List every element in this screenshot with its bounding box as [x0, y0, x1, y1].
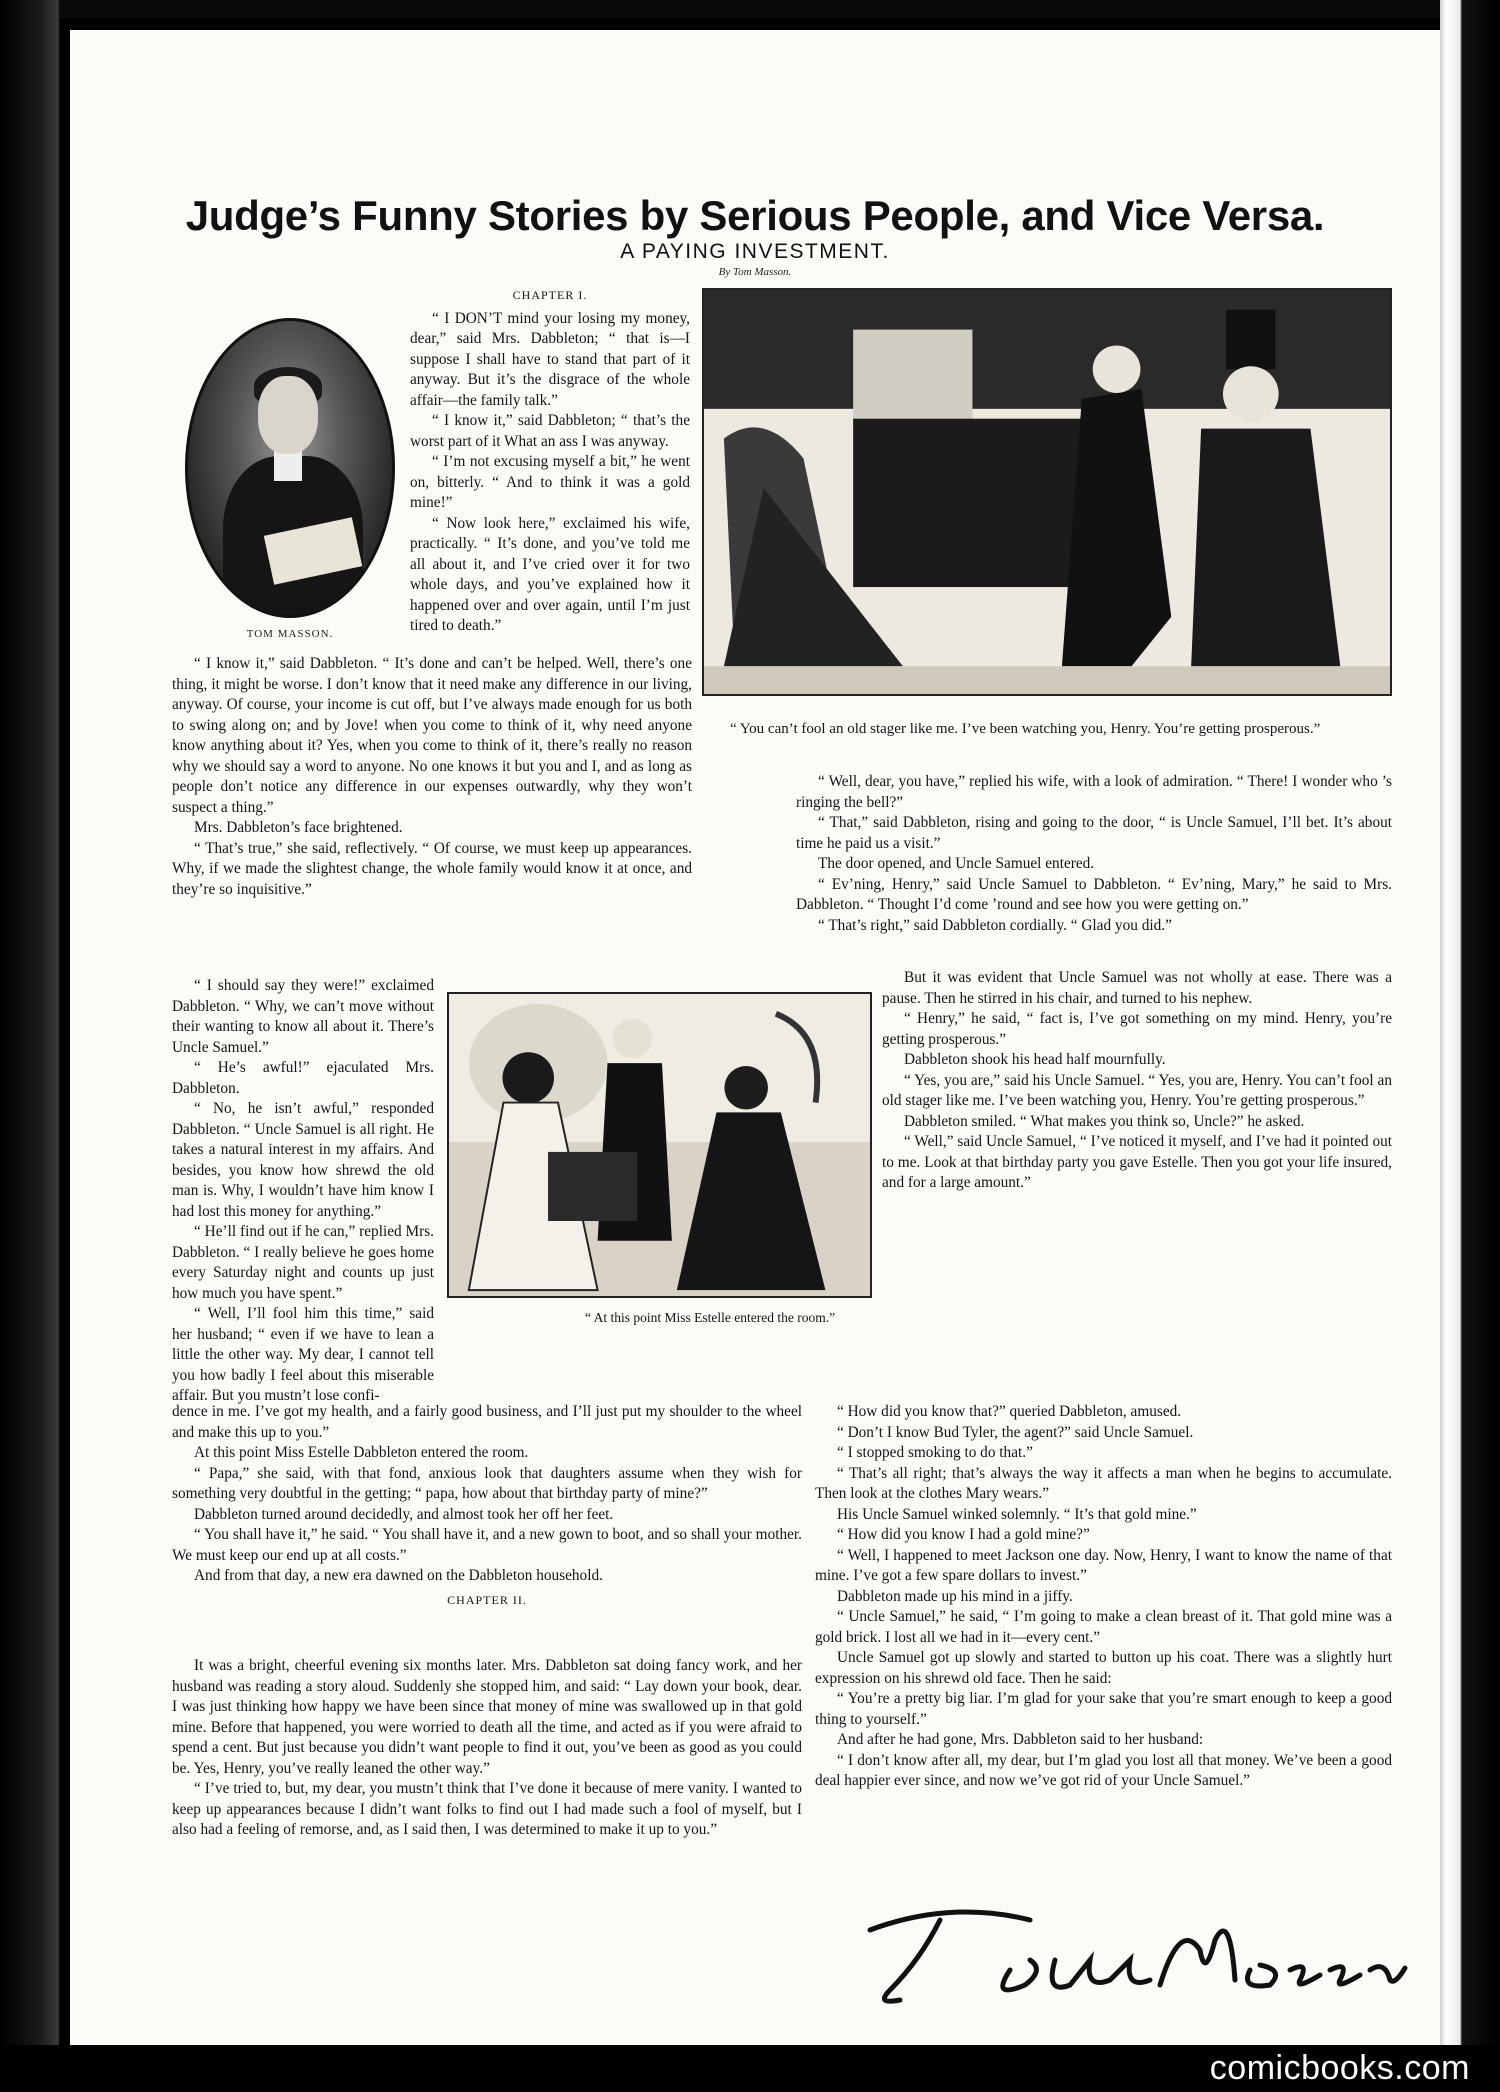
illustration-uncle-samuel: [702, 288, 1392, 696]
paragraph: “ He’s awful!” ejaculated Mrs. Dabbleton.: [172, 1059, 434, 1097]
paragraph: “ I know it,” said Dabbleton; “ that’s the worst part of it What an ass I was anyway.: [410, 412, 690, 450]
chapter-heading-1: CHAPTER I.: [512, 288, 588, 302]
paragraph: “ Papa,” she said, with that fond, anxious look that daughters assume when they wish for something very doubtful in the getting; “ papa, how about that birthday party of mine?”: [172, 1464, 802, 1502]
paragraph: “ You shall have it,” he said. “ You shall have it, and a new gown to boot, and so shall your mother. We must keep our end up at all costs.”: [172, 1526, 802, 1564]
paragraph: It was a bright, cheerful evening six months later. Mrs. Dabbleton sat doing fancy work, and her husband was reading a story aloud. Suddenly she stopped him, and said: “ Lay down your book, dear. I was just thinking how happy we have been since that money of mine was swallowed up in that gold mine. Before that happened, you were worried to death all the time, and acted as if you were afraid to spend a cent. But just because you didn’t want people to find it out, you’ve been as good as you could be. Yes, Henry, you’ve really leaned the other way.”: [172, 1657, 802, 1777]
magazine-page: [70, 30, 1440, 2045]
text-column-g: [882, 968, 1392, 1194]
paragraph: But it was evident that Uncle Samuel was not wholly at ease. There was a pause. Then he stirred in his chair, and turned to his nephew.: [882, 969, 1392, 1007]
adjacent-page-edge: [1440, 0, 1500, 2092]
paragraph: “ He’ll find out if he can,” replied Mrs. Dabbleton. “ I really believe he goes home every Saturday night and counts up just how much you have spent.”: [172, 1223, 434, 1302]
illustration-drawing: [449, 994, 870, 1296]
paragraph: “ How did you know that?” queried Dabbleton, amused.: [837, 1403, 1182, 1420]
watermark: comicbooks.com: [1209, 2049, 1470, 2087]
paragraph: “ I’m not excusing myself a bit,” he went on, bitterly. “ And to think it was a gold mine!”: [410, 453, 690, 511]
paragraph: “ That’s all right; that’s always the way it affects a man when he begins to accumulate. Then look at the clothes Mary wears.”: [815, 1464, 1392, 1502]
author-signature: [830, 1890, 1410, 2010]
byline: By Tom Masson.: [718, 266, 792, 278]
paragraph: Dabbleton made up his mind in a jiffy.: [837, 1587, 1073, 1605]
paragraph: “ I should say they were!” exclaimed Dabbleton. “ Why, we can’t move without their wanting to know all about it. There’s Uncle Samuel.”: [172, 977, 434, 1056]
paragraph: “ I know it,” said Dabbleton. “ It’s done and can’t be helped. Well, there’s one thing, it might be worse. I don’t know that it need make any difference in our living, anyway. Of course, your income is cut off, but I’ve always made enough for us both to swing along on; and by Jove! when you come to think of it, why need anyone know anything about it? Yes, when you come to think of it, there’s really no reason why we should say a word to anyone. No one knows it but you and I, and as long as people don’t notice any difference in our expenses outwardly, why they won’t suspect a thing.”: [172, 655, 692, 816]
paragraph: “ Uncle Samuel,” he said, “ I’m going to make a clean breast of it. That gold mine was a gold brick. I lost all we had in it—every cent.”: [815, 1608, 1392, 1646]
story-title: A PAYING INVESTMENT.: [620, 240, 890, 263]
paragraph: Dabbleton smiled. “ What makes you think so, Uncle?” he asked.: [904, 1112, 1305, 1130]
page-headline: Judge’s Funny Stories by Serious People, and Vice Versa.: [185, 192, 1325, 239]
paragraph: Mrs. Dabbleton’s face brightened.: [194, 819, 403, 836]
illustration-estelle-enters: [447, 992, 872, 1298]
text-column-d: [172, 1402, 802, 1613]
paragraph: The door opened, and Uncle Samuel entered.: [818, 855, 1095, 872]
text-column-e: [172, 1656, 802, 1841]
text-column-b: [172, 654, 692, 900]
caption-middle-illustration: “ At this point Miss Estelle entered the room.”: [585, 1310, 836, 1325]
paragraph: “ Now look here,” exclaimed his wife, practically. “ It’s done, and you’ve told me all about it, and I’ve cried over it for two whole days, and you’ve explained how it happened over and over again, until I’m just tired to death.”: [410, 514, 690, 634]
paragraph: And after he had gone, Mrs. Dabbleton said to her husband:: [837, 1731, 1204, 1748]
paragraph: dence in me. I’ve got my health, and a fairly good business, and I’ll just put my shoulder to the wheel and make this up to you.”: [172, 1403, 802, 1441]
paragraph: At this point Miss Estelle Dabbleton entered the room.: [194, 1444, 529, 1461]
binding-shadow: [0, 0, 60, 2092]
paragraph: “ That’s right,” said Dabbleton cordially. “ Glad you did.”: [818, 916, 1172, 934]
text-column-h: [815, 1402, 1392, 1792]
paragraph: His Uncle Samuel winked solemnly. “ It’s that gold mine.”: [837, 1505, 1197, 1523]
paragraph: “ That’s true,” she said, reflectively. “ Of course, we must keep up appearances. Why, if we made the slightest change, the whole family would know it at once, and they’re so inquisitive.”: [172, 839, 692, 898]
caption-top-illustration: “ You can’t fool an old stager like me. I’ve been watching you, Henry. You’re getting prosperous.”: [730, 721, 1321, 737]
paragraph: “ I DON’T mind your losing my money, dear,” said Mrs. Dabbleton; “ that is—I suppose I shall have to stand that part of it anyway. But it’s the disgrace of the whole affair—the family talk.”: [410, 309, 690, 409]
paragraph: “ Well, I happened to meet Jackson one day. Now, Henry, I want to know the name of that mine. I’ve got a few spare dollars to invest.”: [815, 1546, 1392, 1584]
portrait-caption: TOM MASSON.: [246, 628, 334, 640]
author-portrait-photo: [185, 318, 395, 618]
paragraph: “ Well, dear, you have,” replied his wife, with a look of admiration. “ There! I wonder who ’s ringing the bell?”: [796, 773, 1392, 811]
paragraph: “ Yes, you are,” said his Uncle Samuel. “ Yes, you are, Henry. You can’t fool an old stager like me. I’ve been watching you, Henry. You’re getting prosperous.”: [882, 1071, 1392, 1109]
paragraph: “ Ev’ning, Henry,” said Uncle Samuel to Dabbleton. “ Ev’ning, Mary,” he said to Mrs. Dabbleton. “ Thought I’d come ’round and see how you were getting on.”: [796, 875, 1392, 913]
paragraph: “ Don’t I know Bud Tyler, the agent?” said Uncle Samuel.: [837, 1423, 1194, 1441]
author-portrait-block: [185, 318, 395, 648]
paragraph: “ I’ve tried to, but, my dear, you mustn’t think that I’ve done it because of mere vanity. I wanted to keep up appearances because I didn’t want folks to find out I had made such a fool of myself, but I also had a feeling of remorse, and, as I said then, I was determined to make it up to you.”: [172, 1780, 802, 1838]
paragraph: And from that day, a new era dawned on the Dabbleton household.: [194, 1567, 603, 1584]
paragraph: “ How did you know I had a gold mine?”: [837, 1526, 1090, 1543]
paragraph: Dabbleton shook his head half mournfully.: [904, 1051, 1166, 1068]
paragraph: “ Well, I’ll fool him this time,” said her husband; “ even if we have to lean a little the other way. My dear, I cannot tell you how badly I feel about this miserable affair. But you mustn’t lose confi-: [172, 1305, 434, 1404]
paragraph: “ You’re a pretty big liar. I’m glad for your sake that you’re smart enough to keep a good thing to yourself.”: [815, 1690, 1392, 1728]
paragraph: “ I don’t know after all, my dear, but I’m glad you lost all that money. We’ve been a good deal happier ever since, and now we’ve got rid of your Uncle Samuel.”: [815, 1751, 1392, 1789]
paragraph: Uncle Samuel got up slowly and started to button up his coat. There was a slightly hurt expression on his shrewd old face. Then he said:: [815, 1649, 1392, 1687]
paragraph: “ I stopped smoking to do that.”: [837, 1444, 1033, 1461]
paragraph: “ Henry,” he said, “ fact is, I’ve got something on my mind. Henry, you’re getting prosperous.”: [882, 1010, 1392, 1048]
text-column-a: [410, 282, 690, 637]
text-column-c: [172, 976, 434, 1407]
scan-top-edge: [60, 0, 1440, 18]
paragraph: “ Well,” said Uncle Samuel, “ I’ve noticed it myself, and I’ve had it pointed out to me. Look at that birthday party you gave Estelle. Then you got your life insured, and for a large amount.”: [882, 1133, 1392, 1191]
paragraph: “ No, he isn’t awful,” responded Dabbleton. “ Uncle Samuel is all right. He takes a natural interest in my affairs. And besides, you know how shrewd the old man is. Why, I wouldn’t have him know I had lost this money for anything.”: [172, 1100, 434, 1220]
text-column-f: [796, 772, 1392, 936]
illustration-drawing: [704, 290, 1390, 694]
chapter-heading-2: CHAPTER II.: [447, 1592, 527, 1607]
paragraph: “ That,” said Dabbleton, rising and going to the door, “ is Uncle Samuel, I’ll bet. It’s about time he paid us a visit.”: [796, 814, 1392, 852]
paragraph: Dabbleton turned around decidedly, and almost took her off her feet.: [194, 1505, 614, 1523]
